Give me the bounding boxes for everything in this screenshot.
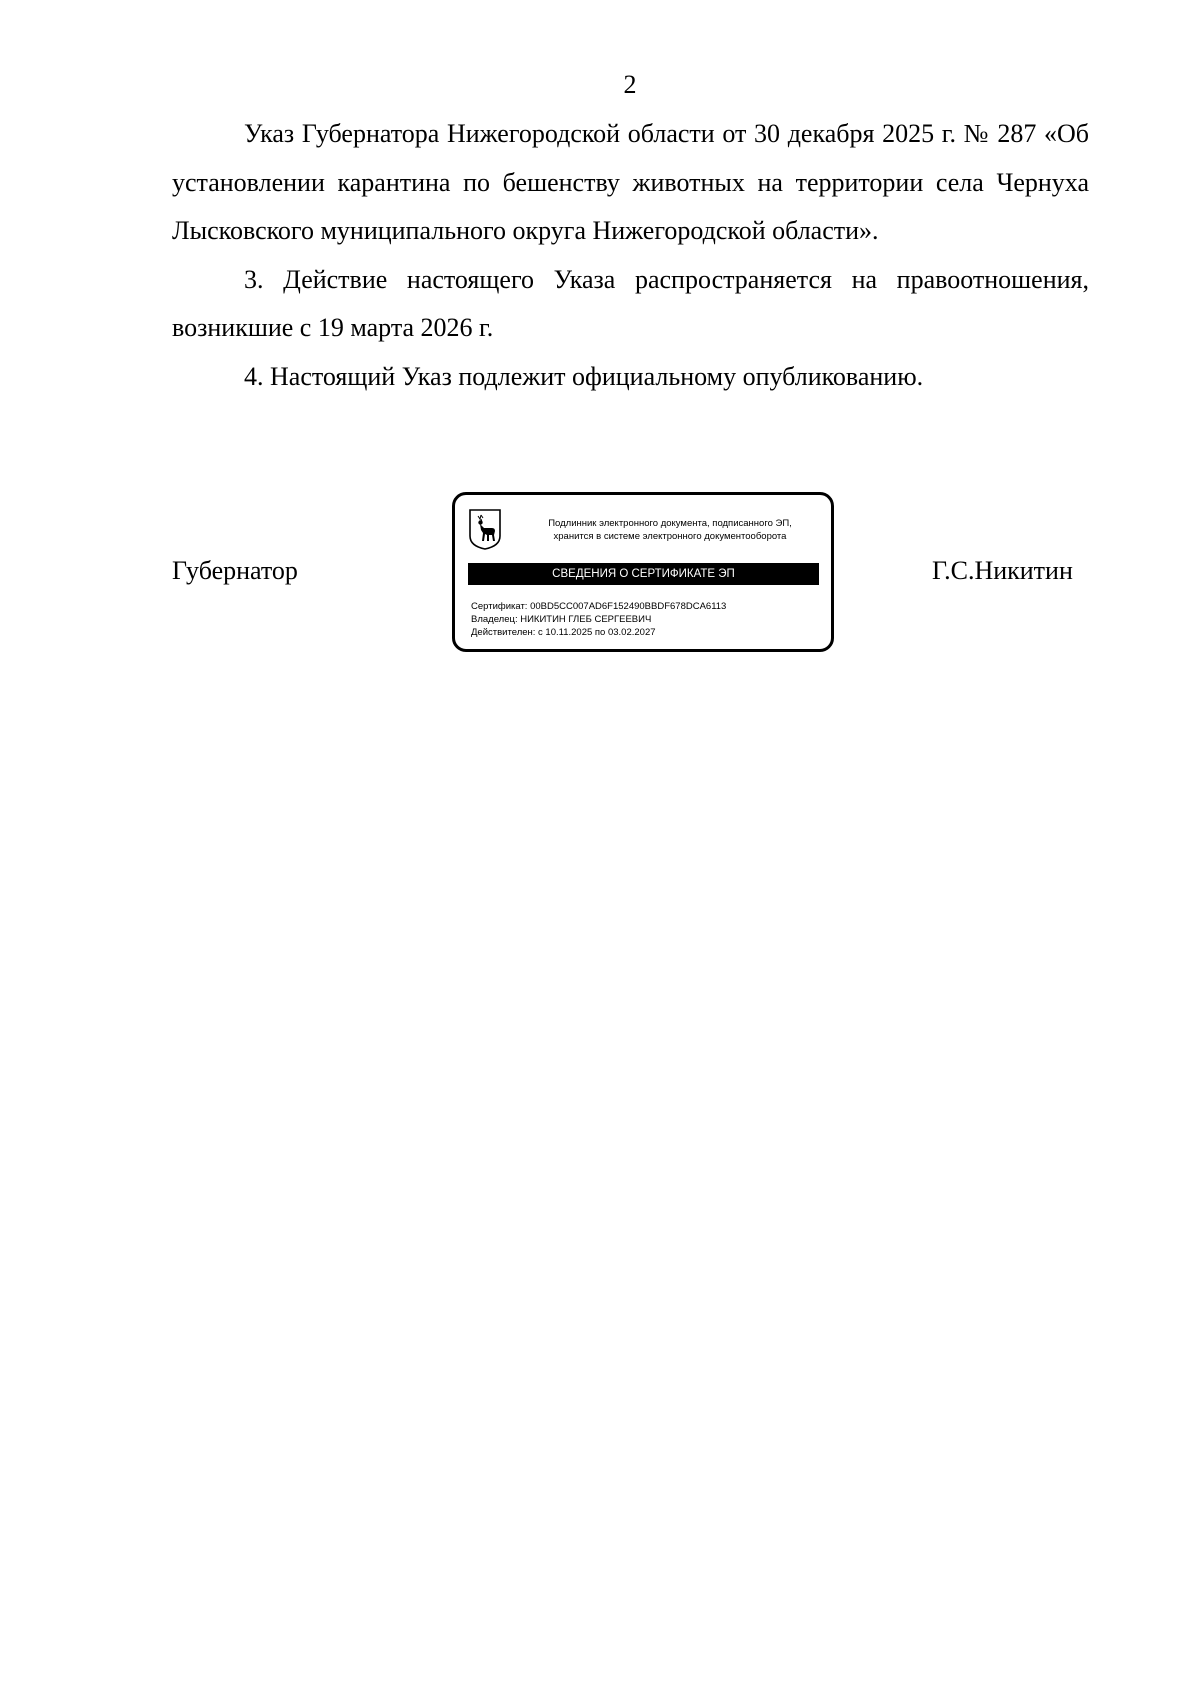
signature-name: Г.С.Никитин	[932, 556, 1073, 585]
paragraph-effective-date: 3. Действие настоящего Указа распространяется на правоотношения, возникшие с 19 марта 2026 г.	[172, 264, 1089, 342]
stamp-header-line-1: Подлинник электронного документа, подписанного ЭП,	[548, 518, 792, 529]
stamp-owner: Владелец: НИКИТИН ГЛЕБ СЕРГЕЕВИЧ	[471, 614, 652, 625]
paragraph-publication: 4. Настоящий Указ подлежит официальному опубликованию.	[244, 361, 924, 391]
stamp-certificate-details	[471, 600, 726, 639]
page-number: 2	[623, 70, 637, 99]
stamp-header	[517, 517, 823, 543]
paragraph-previous-decree: Указ Губернатора Нижегородской области от 30 декабря 2025 г. № 287 «Об установлении карантина по бешенству животных на территории села Чернуха Лысковского муниципального округа Нижегородской области».	[172, 119, 1089, 245]
signature-title: Губернатор	[172, 556, 298, 585]
stamp-certificate-title: СВЕДЕНИЯ О СЕРТИФИКАТЕ ЭП	[468, 563, 819, 585]
electronic-signature-stamp	[452, 492, 834, 652]
stamp-validity: Действителен: с 10.11.2025 по 03.02.2027	[471, 627, 656, 638]
stamp-header-line-2: хранится в системе электронного документооборота	[553, 531, 787, 542]
stamp-certificate-number: Сертификат: 00BD5CC007AD6F152490BBDF678DCA6113	[471, 601, 727, 612]
deer-emblem-icon	[468, 508, 502, 550]
document-body	[172, 110, 1089, 401]
